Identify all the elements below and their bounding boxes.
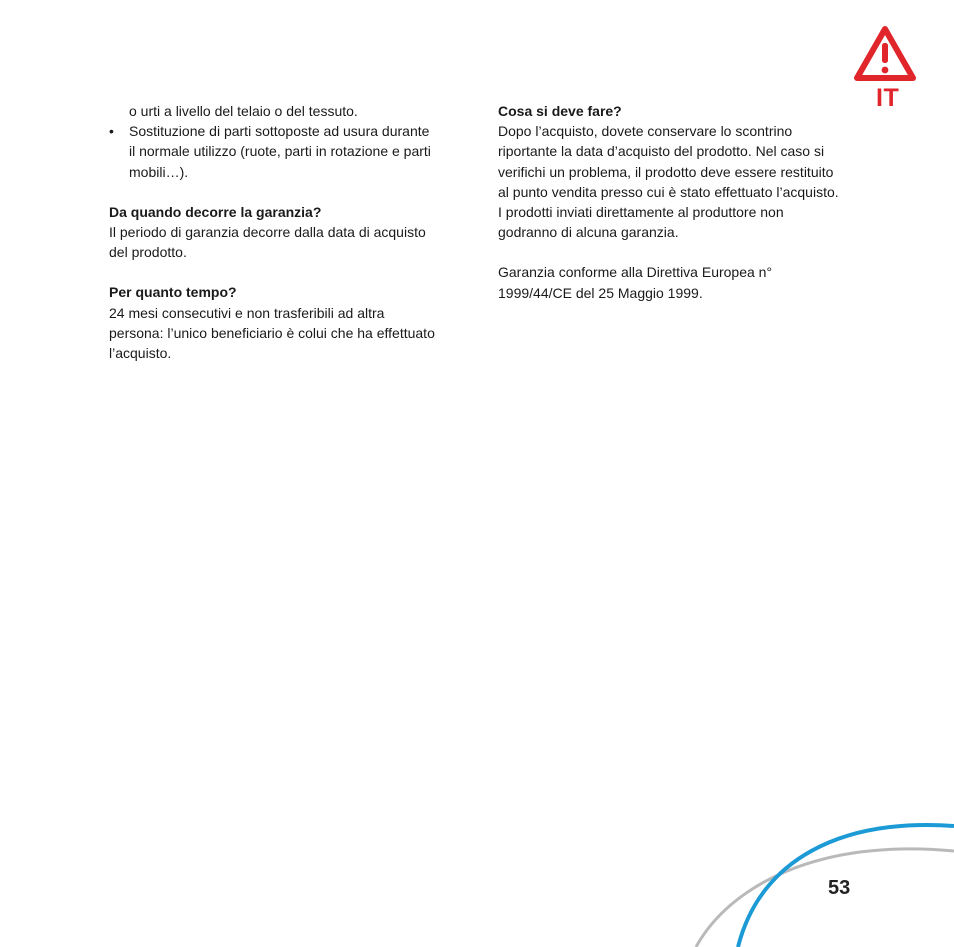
section-heading-duration: Per quanto tempo? (109, 284, 237, 301)
bullet-list-item (109, 121, 439, 182)
language-code: IT (876, 84, 900, 112)
bullet-text: Sostituzione di parti sottoposte ad usura durante il normale utilizzo (ruote, parti in rotazione e parti mobili…). (129, 123, 431, 180)
left-column (109, 101, 439, 363)
right-column (498, 101, 843, 303)
section-body-start: Il periodo di garanzia decorre dalla data di acquisto del prodotto. (109, 224, 426, 261)
continuation-text: o urti a livello del telaio o del tessuto. (129, 103, 358, 119)
section-heading-start: Da quando decorre la garanzia? (109, 203, 322, 220)
page-number: 53 (828, 877, 851, 899)
bullet-marker: • (109, 123, 114, 140)
directive-text: Garanzia conforme alla Direttiva Europea n° 1999/44/CE del 25 Maggio 1999. (498, 264, 773, 301)
section-body-duration: 24 mesi consecutivi e non trasferibili ad altra persona: l’unico beneficiario è colui che ha effettuato l’acquisto. (109, 304, 435, 362)
section-body-what-to-do: Dopo l’acquisto, dovete conservare lo scontrino riportante la data d’acquisto del prodotto. Nel caso si verifichi un problema, il prodotto deve essere restituito al punto vendita presso cui è stato effettuato l’acquisto. I prodotti inviati direttamente al produttore non godranno di alcuna garanzia. (498, 123, 839, 241)
warning-triangle-icon (852, 24, 918, 84)
section-heading-what-to-do: Cosa si deve fare? (498, 103, 622, 119)
